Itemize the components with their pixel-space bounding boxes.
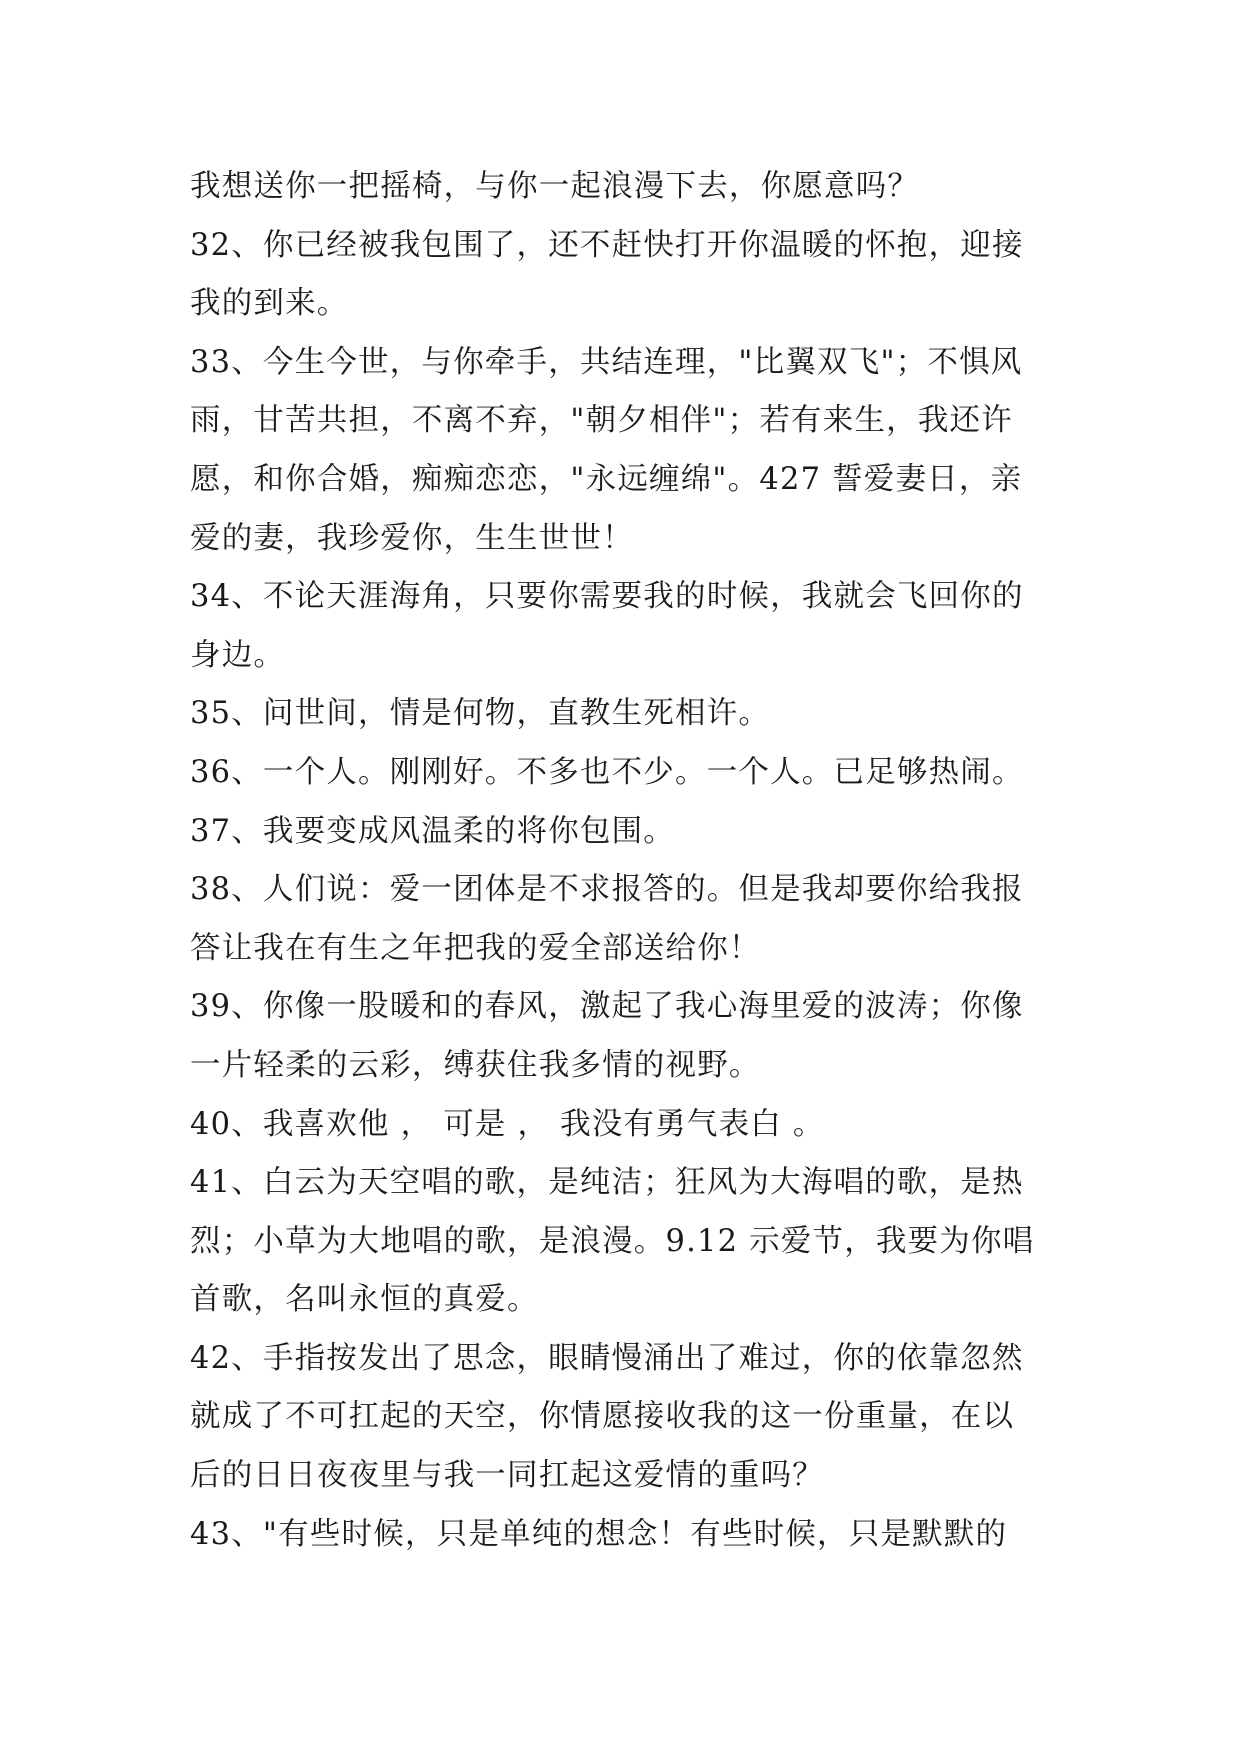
text-line: 41、白云为天空唱的歌，是纯洁；狂风为大海唱的歌，是热 — [190, 1165, 1024, 1201]
text-line: 我想送你一把摇椅，与你一起浪漫下去，你愿意吗？ — [190, 169, 920, 204]
text-line: 32、你已经被我包围了，还不赶快打开你温暖的怀抱，迎接 — [190, 227, 1024, 263]
text-line: 33、今生今世，与你牵手，共结连理，"比翼双飞"；不惧风 — [190, 344, 1023, 380]
text-line: 雨，甘苦共担，不离不弃，"朝夕相伴"；若有来生，我还许 — [190, 403, 1013, 439]
text-line: 40、我喜欢他 ， 可是 ， 我没有勇气表白 。 — [190, 1106, 825, 1142]
text-line: 爱的妻，我珍爱你，生生世世！ — [190, 520, 634, 556]
text-line: 42、手指按发出了思念，眼睛慢涌出了难过，你的依靠忽然 — [190, 1340, 1024, 1376]
text-line: 36、一个人。刚刚好。不多也不少。一个人。已足够热闹。 — [190, 754, 1024, 790]
text-line: 首歌，名叫永恒的真爱。 — [190, 1282, 539, 1318]
document-body — [190, 158, 1070, 1564]
text-line: 35、问世间，情是何物，直教生死相许。 — [190, 696, 771, 732]
text-line: 烈；小草为大地唱的歌，是浪漫。9.12 示爱节，我要为你唱 — [190, 1223, 1035, 1259]
text-line: 身边。 — [190, 637, 286, 673]
text-line: 愿，和你合婚，痴痴恋恋，"永远缠绵"。427 誓爱妻日，亲 — [190, 461, 1023, 497]
text-line: 39、你像一股暖和的春风，激起了我心海里爱的波涛；你像 — [190, 989, 1024, 1025]
text-line: 我的到来。 — [190, 286, 349, 322]
text-line: 后的日日夜夜里与我一同扛起这爱情的重吗？ — [190, 1458, 824, 1494]
text-line: 37、我要变成风温柔的将你包围。 — [190, 813, 676, 849]
text-line: 38、人们说：爱一团体是不求报答的。但是我却要你给我报 — [190, 872, 1024, 908]
text-line: 答让我在有生之年把我的爱全部送给你！ — [190, 930, 761, 966]
text-line: 就成了不可扛起的天空，你情愿接收我的这一份重量，在以 — [190, 1399, 1015, 1435]
text-line: 34、不论天涯海角，只要你需要我的时候，我就会飞回你的 — [190, 579, 1024, 615]
text-line: 一片轻柔的云彩，缚获住我多情的视野。 — [190, 1047, 761, 1083]
text-line: 43、"有些时候，只是单纯的想念！有些时候，只是默默的 — [190, 1516, 1008, 1552]
